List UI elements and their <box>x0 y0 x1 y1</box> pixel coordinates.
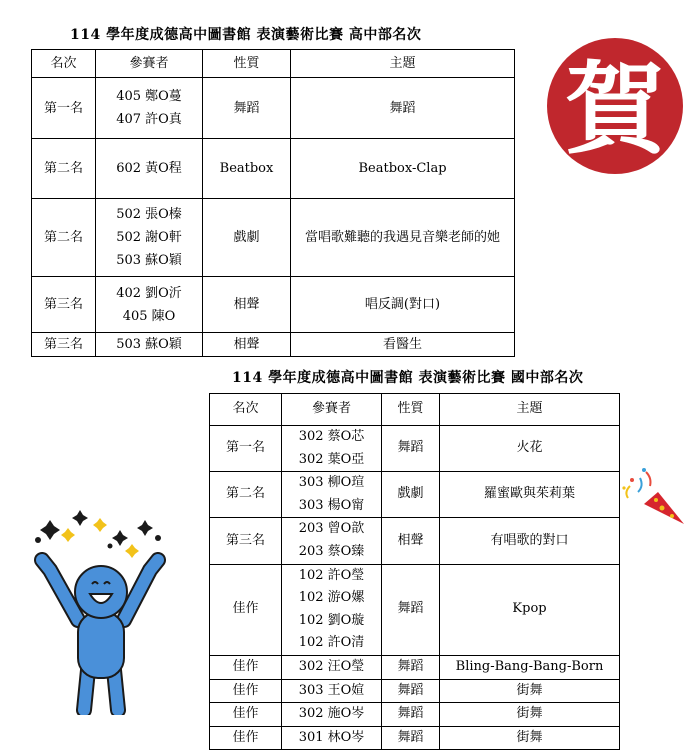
participants-cell <box>96 333 203 357</box>
participants-cell <box>96 78 203 139</box>
type-cell: 相聲 <box>203 333 291 357</box>
participant-name: 503 蘇O穎 <box>116 253 182 268</box>
theme-cell: 街舞 <box>440 703 620 727</box>
participants-cell <box>96 199 203 277</box>
theme-cell: 羅蜜歐與茱莉葉 <box>440 472 620 518</box>
rank-cell: 第二名 <box>210 472 282 518</box>
participants-cell <box>282 564 382 655</box>
rank-cell: 佳作 <box>210 679 282 703</box>
party-popper-icon <box>618 462 687 532</box>
participant-name: 407 許O真 <box>116 112 182 127</box>
rank-cell: 第二名 <box>32 199 96 277</box>
participants-cell <box>282 679 382 703</box>
theme-cell: 當唱歌難聽的我遇見音樂老師的她 <box>291 199 515 277</box>
participants-cell <box>96 277 203 333</box>
type-cell: Beatbox <box>203 139 291 199</box>
type-cell: 相聲 <box>203 277 291 333</box>
participant-name: 303 王O媗 <box>298 682 365 698</box>
table-row <box>32 139 515 199</box>
header-rank: 名次 <box>32 50 96 78</box>
theme-cell: 有唱歌的對口 <box>440 518 620 564</box>
participants-cell <box>282 426 382 472</box>
participant-name: 102 許O清 <box>298 635 365 651</box>
rank-cell: 第三名 <box>32 333 96 357</box>
type-cell: 戲劇 <box>203 199 291 277</box>
header-type: 性質 <box>382 394 440 426</box>
table-row <box>210 703 620 727</box>
junior-table-body <box>210 426 620 750</box>
participant-name: 102 劉O璇 <box>298 612 365 628</box>
type-cell: 舞蹈 <box>382 564 440 655</box>
rank-cell: 第一名 <box>32 78 96 139</box>
participants-cell <box>282 472 382 518</box>
junior-table-title: 114 學年度成德高中圖書館 表演藝術比賽 國中部名次 <box>232 370 584 386</box>
participant-name: 203 曾O歆 <box>298 521 365 537</box>
table-row <box>32 78 515 139</box>
participant-name: 502 謝O軒 <box>116 230 182 245</box>
participant-name: 302 蔡O芯 <box>298 429 365 444</box>
participant-name: 203 蔡O臻 <box>298 543 365 559</box>
table-row <box>210 726 620 750</box>
rank-cell: 佳作 <box>210 726 282 750</box>
congratulations-stamp-icon <box>527 32 687 182</box>
table-row <box>210 426 620 472</box>
participants-cell <box>282 703 382 727</box>
table-row <box>210 472 620 518</box>
participant-name: 302 汪O瑩 <box>298 658 365 674</box>
participant-name: 502 張O榛 <box>116 207 182 222</box>
theme-cell: 火花 <box>440 426 620 472</box>
participant-name: 303 柳O瑄 <box>298 475 365 491</box>
type-cell: 相聲 <box>382 518 440 564</box>
theme-cell: Beatbox-Clap <box>291 139 515 199</box>
celebrating-person-icon <box>20 500 180 715</box>
table-row <box>210 679 620 703</box>
participant-name: 503 蘇O穎 <box>116 337 182 352</box>
theme-cell: 街舞 <box>440 679 620 703</box>
type-cell: 舞蹈 <box>382 655 440 679</box>
type-cell: 舞蹈 <box>382 726 440 750</box>
table-row <box>210 564 620 655</box>
header-rank: 名次 <box>210 394 282 426</box>
table-row <box>32 199 515 277</box>
junior-results-table <box>209 393 620 750</box>
rank-cell: 佳作 <box>210 703 282 727</box>
rank-cell: 佳作 <box>210 655 282 679</box>
participants-cell <box>282 726 382 750</box>
rank-cell: 第三名 <box>32 277 96 333</box>
participant-name: 301 林O岑 <box>298 729 365 745</box>
header-theme: 主題 <box>291 50 515 78</box>
table-row <box>32 333 515 357</box>
participants-cell <box>282 518 382 564</box>
type-cell: 戲劇 <box>382 472 440 518</box>
rank-cell: 第二名 <box>32 139 96 199</box>
participant-name: 602 黃O程 <box>116 161 182 176</box>
header-type: 性質 <box>203 50 291 78</box>
rank-cell: 第一名 <box>210 426 282 472</box>
participant-name: 402 劉O沂 <box>116 285 182 301</box>
type-cell: 舞蹈 <box>382 426 440 472</box>
participant-name: 102 許O瑩 <box>298 567 365 583</box>
participant-name: 302 葉O亞 <box>298 451 365 467</box>
header-theme: 主題 <box>440 394 620 426</box>
rank-cell: 第三名 <box>210 518 282 564</box>
theme-cell: 看醫生 <box>291 333 515 357</box>
table-row <box>210 518 620 564</box>
header-participants: 參賽者 <box>96 50 203 78</box>
theme-cell: 舞蹈 <box>291 78 515 139</box>
header-participants: 參賽者 <box>282 394 382 426</box>
rank-cell: 佳作 <box>210 564 282 655</box>
type-cell: 舞蹈 <box>382 703 440 727</box>
senior-table-title: 114 學年度成德高中圖書館 表演藝術比賽 高中部名次 <box>70 27 422 43</box>
participant-name: 405 陳O <box>122 308 176 324</box>
theme-cell: Kpop <box>440 564 620 655</box>
participant-name: 303 楊O甯 <box>298 497 365 513</box>
participant-name: 302 施O岑 <box>298 706 365 722</box>
participant-name: 405 鄭O蔓 <box>116 89 182 104</box>
table-row <box>32 277 515 333</box>
theme-cell: 街舞 <box>440 726 620 750</box>
theme-cell: Bling-Bang-Bang-Born <box>440 655 620 679</box>
participant-name: 102 游O嫘 <box>298 590 365 606</box>
theme-cell: 唱反調(對口) <box>291 277 515 333</box>
participants-cell <box>282 655 382 679</box>
participants-cell <box>96 139 203 199</box>
type-cell: 舞蹈 <box>203 78 291 139</box>
type-cell: 舞蹈 <box>382 679 440 703</box>
senior-results-table <box>31 49 515 357</box>
senior-table-body <box>32 78 515 357</box>
table-row <box>210 655 620 679</box>
stamp-text: 賀 <box>565 51 665 168</box>
